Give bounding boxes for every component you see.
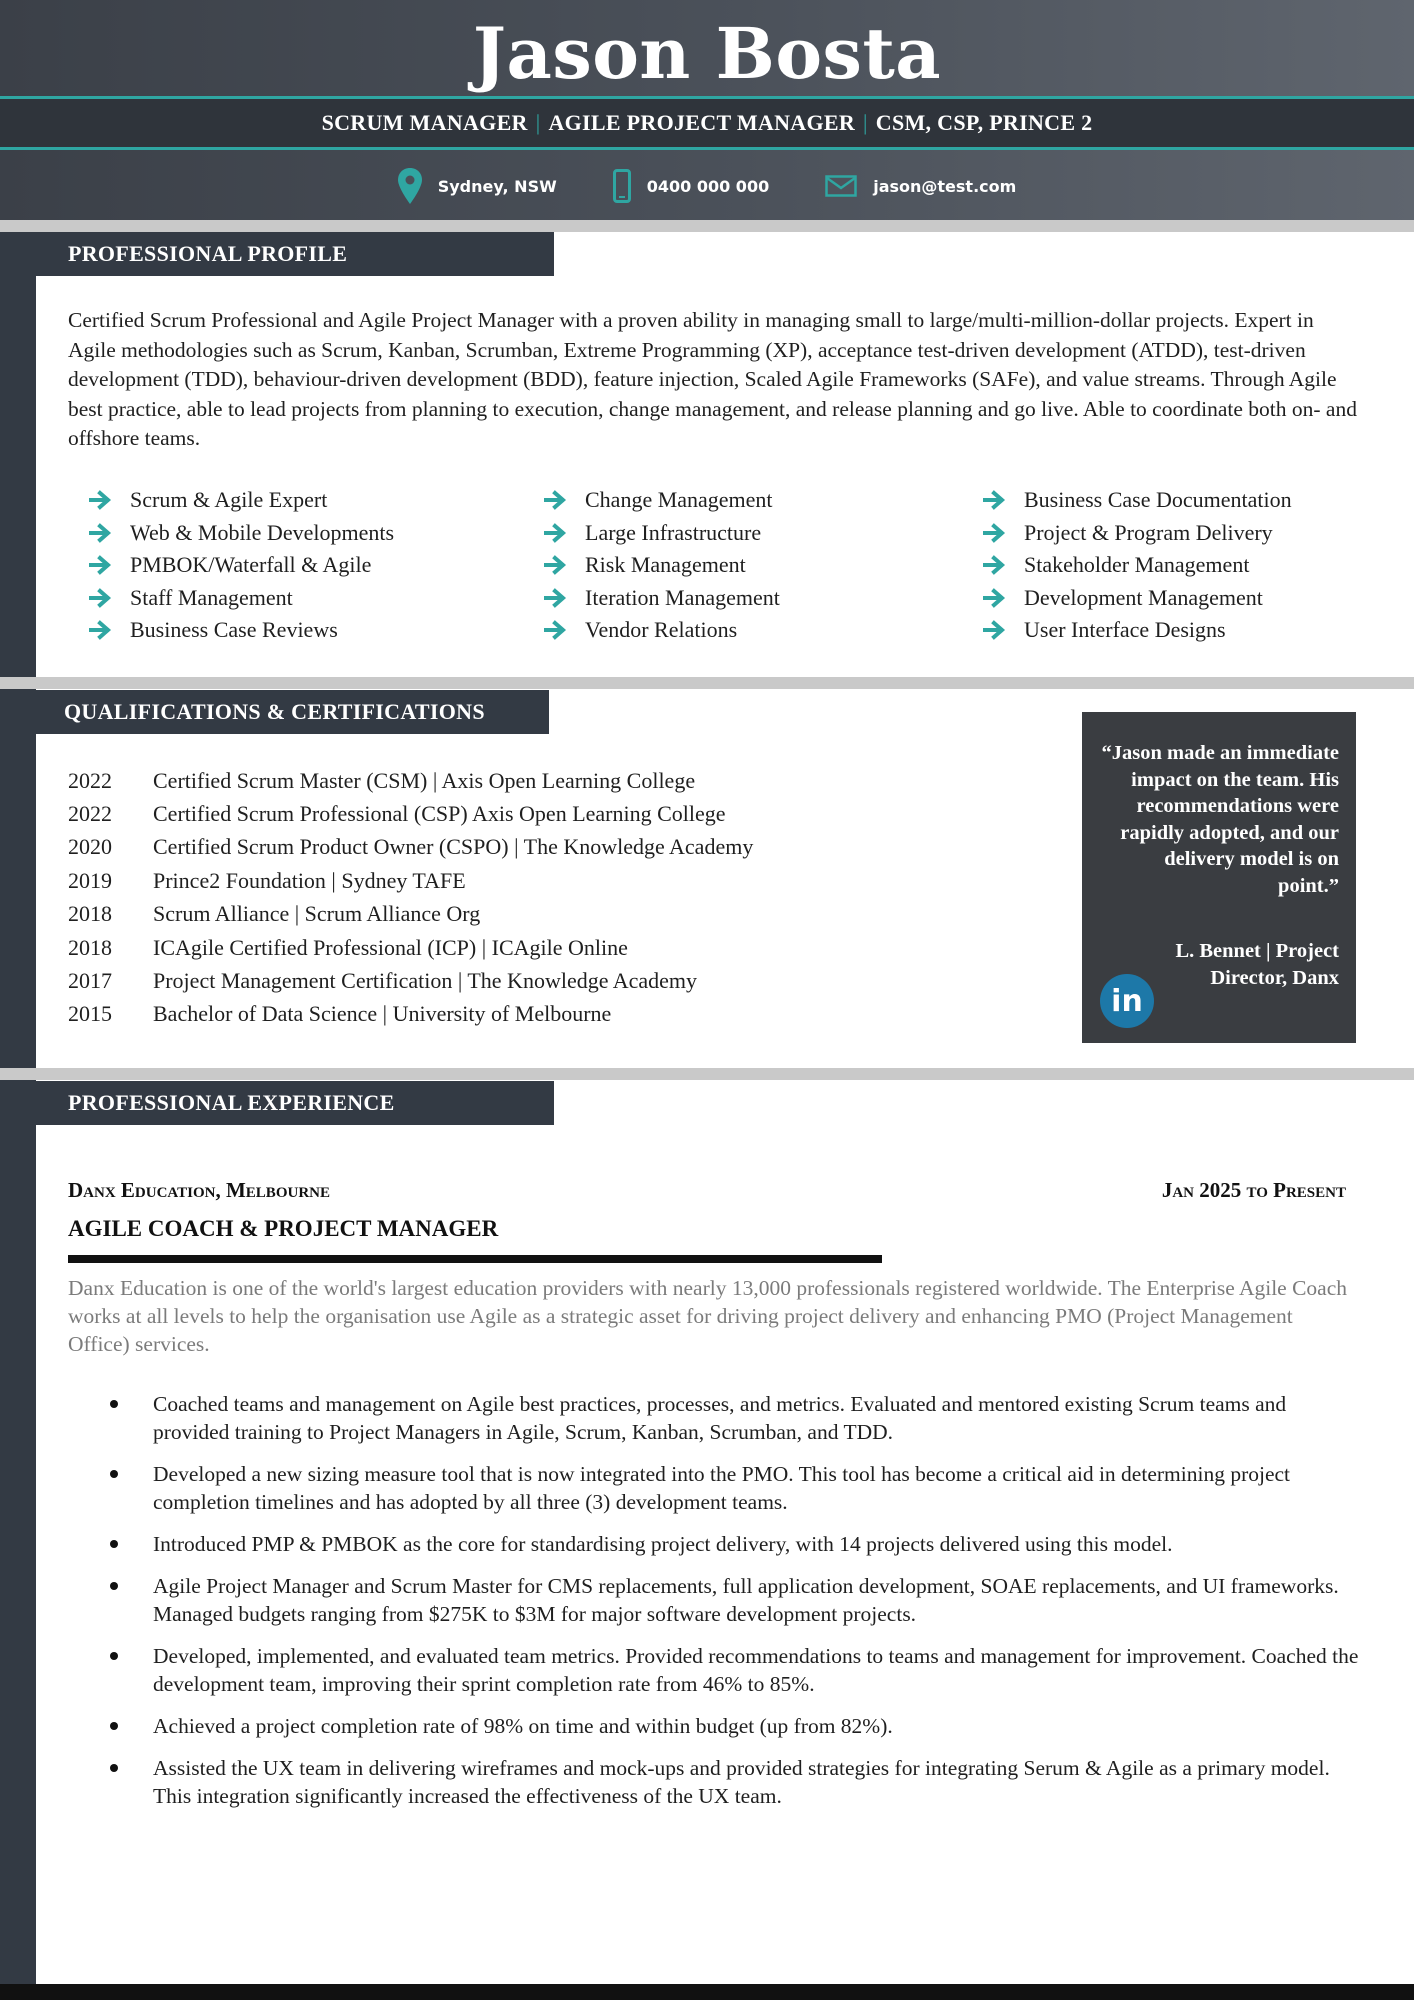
qualification-text: Certified Scrum Professional (CSP) Axis Open Learning College xyxy=(153,801,726,827)
arrow-right-icon xyxy=(89,620,113,640)
qualification-text: Project Management Certification | The Knowledge Academy xyxy=(153,968,698,994)
qualification-row xyxy=(68,864,753,897)
qualification-year: 2015 xyxy=(68,1001,112,1027)
arrow-right-icon xyxy=(89,523,113,543)
arrow-right-icon xyxy=(983,490,1007,510)
qualification-text: Certified Scrum Product Owner (CSPO) | The Knowledge Academy xyxy=(153,834,754,860)
section-heading-experience: PROFESSIONAL EXPERIENCE xyxy=(0,1081,554,1125)
arrow-right-icon xyxy=(89,555,113,575)
achievement-item: Achieved a project completion rate of 98% on time and within budget (up from 82%). xyxy=(100,1712,1360,1740)
bullet-dot-icon xyxy=(110,1652,118,1660)
company-description: Danx Education is one of the world's largest education providers with nearly 13,000 professionals registered worldwide. The Enterprise Agile Coach works at all levels to help the organisation use Agile as a strategic asset for driving project delivery and enhancing PMO (Project Management Office) services. xyxy=(68,1276,1348,1356)
qualification-year: 2018 xyxy=(68,901,112,927)
skill-item: Web & Mobile Developments xyxy=(89,517,394,550)
skill-item: User Interface Designs xyxy=(983,614,1292,647)
qualification-year: 2019 xyxy=(68,867,112,893)
bullet-dot-icon xyxy=(110,1400,118,1408)
contact-phone xyxy=(613,169,769,203)
achievement-item: Assisted the UX team in delivering wireframes and mock-ups and provided strategies for integrating Serum & Agile as a primary model. This integration significantly increased the effectiveness of the UX team. xyxy=(100,1754,1360,1810)
section-heading-profile: PROFESSIONAL PROFILE xyxy=(0,232,554,276)
linkedin-icon[interactable]: in xyxy=(1100,974,1154,1028)
bullet-dot-icon xyxy=(110,1582,118,1590)
envelope-icon xyxy=(825,175,857,197)
skill-item: Change Management xyxy=(544,484,780,517)
qualification-row xyxy=(68,831,753,864)
title-separator: | xyxy=(535,110,541,135)
qualification-row xyxy=(68,764,753,797)
job-title: AGILE COACH & PROJECT MANAGER xyxy=(68,1216,499,1241)
qualifications-list xyxy=(68,764,753,1031)
qualification-year: 2020 xyxy=(68,834,112,860)
skills-column-3 xyxy=(983,484,1292,647)
skill-item: Stakeholder Management xyxy=(983,549,1292,582)
employer-name: Danx Education, Melbourne xyxy=(68,1178,330,1202)
achievement-item: Introduced PMP & PMBOK as the core for standardising project delivery, with 14 projects delivered using this model. xyxy=(100,1530,1360,1558)
qualification-year: 2022 xyxy=(68,801,112,827)
qualification-text: Scrum Alliance | Scrum Alliance Org xyxy=(153,901,481,927)
skill-item: Development Management xyxy=(983,582,1292,615)
phone-text: 0400 000 000 xyxy=(646,176,770,196)
testimonial-author: L. Bennet | Project Director, Danx xyxy=(1175,940,1339,989)
achievement-item: Developed a new sizing measure tool that is now integrated into the PMO. This tool has become a critical aid in determining project completion timelines and has adopted by all three (3) development teams. xyxy=(100,1460,1360,1516)
skill-item: Staff Management xyxy=(89,582,394,615)
qualification-text: Certified Scrum Master (CSM) | Axis Open Learning College xyxy=(153,767,696,793)
achievement-item: Developed, implemented, and evaluated team metrics. Provided recommendations to teams and management for improvement. Coached the development team, improving their sprint completion rate from 46% to 85%. xyxy=(100,1642,1360,1698)
map-pin-icon xyxy=(398,168,422,204)
testimonial-quote: “Jason made an immediate impact on the team. His recommendations were rapidly adopted, and our delivery model is on point.” xyxy=(1101,742,1339,897)
skill-item: Business Case Reviews xyxy=(89,614,394,647)
skill-item: PMBOK/Waterfall & Agile xyxy=(89,549,394,582)
achievement-list xyxy=(100,1390,1360,1824)
qualification-year: 2017 xyxy=(68,968,112,994)
bullet-dot-icon xyxy=(110,1470,118,1478)
title-band xyxy=(0,96,1414,150)
email-link[interactable]: jason@test.com xyxy=(873,176,1017,196)
skill-item: Risk Management xyxy=(544,549,780,582)
profile-summary: Certified Scrum Professional and Agile Project Manager with a proven ability in managing small to large/multi-million-dollar projects. Expert in Agile methodologies such as Scrum, Kanban, Scrumban, Extreme Programming (XP), acceptance test-driven development (ATDD), test-driven development (TDD), behaviour-driven development (BDD), feature injection, Scaled Agile Frameworks (SAFe), and value streams. Through Agile best practice, able to lead projects from planning to execution, change management, and release planning and go live. Able to coordinate both on- and offshore teams. xyxy=(68,308,1357,450)
qualification-text: Bachelor of Data Science | University of Melbourne xyxy=(153,1001,612,1027)
section-divider xyxy=(0,1068,1414,1080)
skill-item: Business Case Documentation xyxy=(983,484,1292,517)
bullet-dot-icon xyxy=(110,1540,118,1548)
arrow-right-icon xyxy=(983,588,1007,608)
contact-location xyxy=(398,168,557,204)
arrow-right-icon xyxy=(544,620,568,640)
skill-item: Iteration Management xyxy=(544,582,780,615)
section-divider xyxy=(0,220,1414,232)
bullet-dot-icon xyxy=(110,1764,118,1772)
qualification-year: 2018 xyxy=(68,934,112,960)
achievement-item: Coached teams and management on Agile best practices, processes, and metrics. Evaluated and mentored existing Scrum teams and provided training to Project Managers in Agile, Scrum, Kanban, Scrumban, and TDD. xyxy=(100,1390,1360,1446)
skill-item: Project & Program Delivery xyxy=(983,517,1292,550)
qualification-row xyxy=(68,898,753,931)
title-certifications: CSM, CSP, PRINCE 2 xyxy=(875,110,1093,135)
employment-dates: Jan 2025 to Present xyxy=(1161,1178,1346,1202)
qualification-year: 2022 xyxy=(68,767,112,793)
achievement-item: Agile Project Manager and Scrum Master for CMS replacements, full application development, SOAE replacements, and UI frameworks. Managed budgets ranging from $275K to $3M for major software development projects. xyxy=(100,1572,1360,1628)
qualification-row xyxy=(68,931,753,964)
section-heading-qualifications: QUALIFICATIONS & CERTIFICATIONS xyxy=(0,690,549,734)
title-separator: | xyxy=(863,110,868,135)
skills-column-1 xyxy=(89,484,394,647)
mobile-phone-icon xyxy=(613,169,631,203)
bullet-dot-icon xyxy=(110,1722,118,1730)
title-scrum-manager: SCRUM MANAGER xyxy=(321,110,528,135)
skill-item: Large Infrastructure xyxy=(544,517,780,550)
title-agile-project-manager: AGILE PROJECT MANAGER xyxy=(548,110,856,135)
candidate-name: Jason Bosta xyxy=(472,12,942,95)
arrow-right-icon xyxy=(983,620,1007,640)
role-underline xyxy=(68,1255,882,1263)
skill-item: Scrum & Agile Expert xyxy=(89,484,394,517)
contact-row xyxy=(0,162,1414,210)
skill-item: Vendor Relations xyxy=(544,614,780,647)
qualification-row xyxy=(68,964,753,997)
arrow-right-icon xyxy=(89,588,113,608)
arrow-right-icon xyxy=(89,490,113,510)
testimonial-box xyxy=(1082,712,1356,1043)
arrow-right-icon xyxy=(544,555,568,575)
resume-header xyxy=(0,0,1414,220)
skills-column-2 xyxy=(544,484,780,647)
qualification-text: Prince2 Foundation | Sydney TAFE xyxy=(153,867,466,893)
section-divider xyxy=(0,677,1414,689)
qualification-text: ICAgile Certified Professional (ICP) | ICAgile Online xyxy=(153,934,628,960)
arrow-right-icon xyxy=(983,555,1007,575)
contact-email[interactable] xyxy=(825,175,1016,197)
arrow-right-icon xyxy=(983,523,1007,543)
qualification-row xyxy=(68,998,753,1031)
qualification-row xyxy=(68,797,753,830)
footer-bar xyxy=(0,1984,1414,2000)
arrow-right-icon xyxy=(544,523,568,543)
arrow-right-icon xyxy=(544,490,568,510)
location-text: Sydney, NSW xyxy=(437,176,557,196)
arrow-right-icon xyxy=(544,588,568,608)
